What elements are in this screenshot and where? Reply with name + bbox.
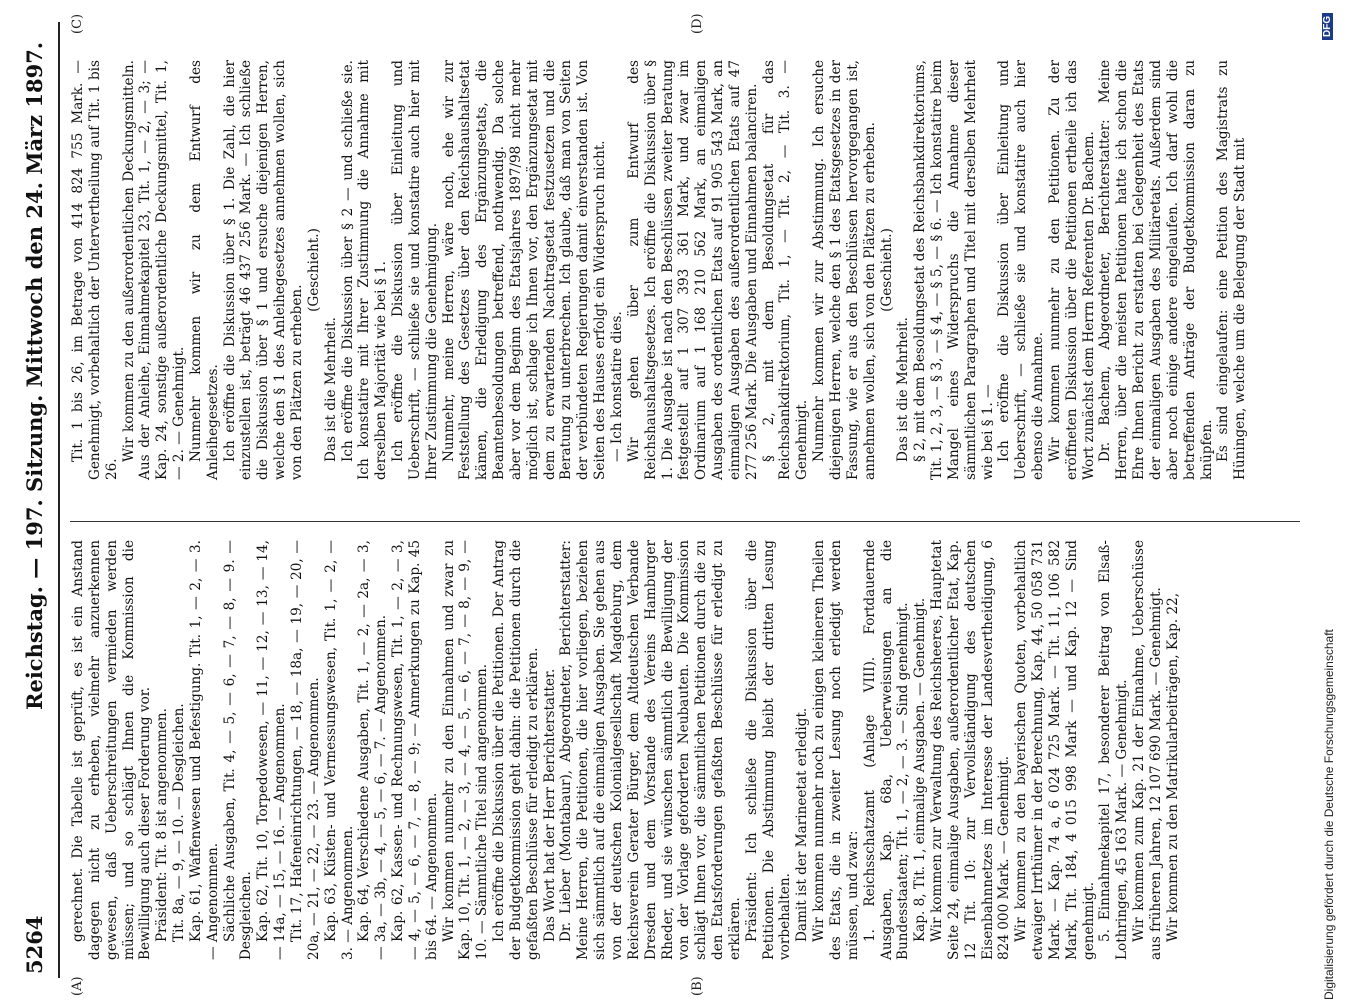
margin-mark-a: (A) — [70, 976, 85, 996]
paragraph: Tit. 1 bis 26, im Betrage von 414 824 755 Mark. — Genehmigt, vorbehaltlich der Untervertheilung auf Tit. 1 bis 26. — [70, 60, 120, 480]
paragraph: Kap. 8, Tit. 1, einmalige Ausgaben. — Genehmigt. — [912, 597, 929, 942]
margin-mark-d: (D) — [690, 13, 705, 34]
paragraph: 5. Einnahmekapitel 17, besonderer Beitrag von Elsaß-Lothringen, 45 163 Mark. — Genehmigt. — [1097, 540, 1131, 960]
paragraph: Ich eröffne die Diskussion über § 2 — und schließe sie. Ich konstatire mit Ihrer Zustimmung die Annahme mit derselben Majorität wie bei § 1. — [339, 60, 390, 480]
paragraph: (Geschieht.) — [878, 228, 895, 312]
column-divider — [70, 521, 1300, 522]
paragraph: § 2, mit dem Besoldungsetat für das Reichsbankdirektorium, Tit. 1, — Tit. 2, — Tit. 3. — Genehmigt. — [760, 60, 811, 480]
paragraph: Ich eröffne die Diskussion über Einleitung und Ueberschrift, — schließe sie und konstatire auch hier mit Ihrer Zustimmung die Genehmigung. — [390, 60, 440, 480]
paragraph: Das ist die Mehrheit. — [322, 317, 339, 462]
paragraph: Nunmehr, meine Herren, wäre noch, ehe wir zur Feststellung des Gesetzes über den Reichshaushaltsetat kämen, die Erledigung des Ergänzungsetats, die Beamtenbesoldungen betreffend, nothwendig. Da solche aber vor dem Beginn des Etatsjahres 1897/98 nicht mehr möglich ist, schlage ich Ihnen vor, den Ergänzungsetat mit dem zu erwartenden Nachtragsetat festzusetzen und die Beratung zu unterbrechen. Ich glaube, daß man von Seiten der verbündeten Regierungen damit einverstanden ist. Von Seiten des Hauses erfolgt ein Widerspruch nicht. — [440, 60, 609, 480]
paragraph: Wir kommen zum Kap. 21 der Einnahme, Ueberschüsse aus früheren Jahren, 12 107 690 Mark. — Genehmigt. — [1131, 540, 1164, 960]
paragraph: Kap. 62, Tit. 10, Torpedowesen, — 11, — 12, — 13, — 14, — 14a, — 15, — 16. — Angenommen. — [255, 540, 289, 960]
paragraph: Wir kommen nunmehr noch zu einigen kleineren Theilen des Etats, die in zweiter Lesung noch erledigt werden müssen, und zwar: — [811, 540, 861, 960]
paragraph: (Geschieht.) — [305, 228, 322, 312]
paragraph: Ich eröffne die Diskussion über die Petitionen. Der Antrag der Budgetkommission geht dahin: die Petitionen durch die gefaßten Beschlüsse für erledigt zu erklären. — [491, 540, 541, 960]
paragraph: Wir kommen nunmehr zu den Einnahmen und zwar zu Kap. 10, Tit. 1, — 2, — 3, — 4, — 5, — 6, — 7, — 8, — 9, — 10. — Sämmtliche Titel sind angenommen. — [440, 540, 491, 960]
paragraph: Kap. 62, Kassen- und Rechnungswesen, Tit. 1, — 2, — 3, — 4, — 5, — 6, — 7, — 8, — 9; — Anmerkungen zu Kap. 45 bis 64. — Angenommen. — [390, 540, 440, 960]
paragraph: Damit ist der Marineetat erledigt. — [794, 707, 811, 942]
paragraph: — Ich konstatire dies. — [609, 311, 625, 462]
paragraph: Tit. 17, Hafeneinrichtungen, — 18, — 18a, — 19, — 20, — 20a, — 21, — 22, — 23. — Angenommen. — [288, 540, 322, 960]
paragraph: Das Wort hat der Herr Berichterstatter. — [541, 668, 558, 942]
paragraph: Tit. 8a, — 9, — 10. — Desgleichen. — [171, 703, 188, 942]
paragraph: gerechnet. Die Tabelle ist geprüft, es ist ein Anstand dagegen nicht zu erheben, vielmehr anzuerkennen gewesen, daß Ueberschreitungen vermieden werden müssen; und so schlägt Ihnen die Kommission die Bewilligung auch dieser Forderung vor. — [70, 540, 154, 960]
paragraph: Wir kommen zu den Matrikularbeiträgen, Kap. 22, — [1164, 592, 1181, 942]
margin-mark-c: (C) — [70, 13, 85, 34]
paragraph: § 2, mit dem Besoldungsetat des Reichsbankdirektoriums, Tit. 1, 2, 3, — § 3, — § 4, — § 5, — § 6. — Ich konstatire beim Mangel eines Widerspruchs die Annahme dieser sämmtlichen Paragraphen und Titel mit derselben Mehrheit wie bei § 1. — — [912, 60, 996, 480]
paragraph: Wir kommen zu den bayerischen Quoten, vorbehaltlich etwaiger Irrthümer in der Berechnung, Kap. 44, 50 058 731 Mark. — Kap. 74 a, 6 024 725 Mark. — Tit. 11, 106 582 Mark, Tit. 184, 4 015 998 Mark — und Kap. 12 — Sind genehmigt. — [1013, 540, 1097, 960]
header-rule — [58, 22, 60, 978]
paragraph: Ich eröffne die Diskussion über § 1. Die Zahl, die hier einzustellen ist, beträgt 46 437 256 Mark. — Ich schließe die Diskussion über § 1 und ersuche diejenigen Herren, welche den § 1 des Anleihegesetzes annehmen wollen, sich von den Plätzen zu erheben. — [221, 60, 305, 480]
paragraph: Nunmehr kommen wir zur Abstimmung. Ich ersuche diejenigen Herren, welche den § 1 des Etatsgesetzes in der Fassung, wie er aus den Beschlüssen hervorgegangen ist, annehmen wollen, sich von den Plätzen zu erheben. — [811, 60, 878, 480]
paragraph: Nunmehr kommen wir zu dem Entwurf des Anleihegesetzes. — [187, 60, 221, 480]
paragraph: Sächliche Ausgaben, Tit. 4, — 5, — 6, — 7, — 8, — 9. — Desgleichen. — [221, 540, 255, 960]
paragraph: Wir kommen zu den außerordentlichen Deckungsmitteln. Aus der Anleihe, Einnahmekapitel 23, Tit. 1, — 2, — 3; — Kap. 24, sonstige außerordentliche Deckungsmittel, Tit. 1, — 2. — Genehmigt. — [120, 60, 188, 480]
running-title: Reichstag. — 197. Sitzung. Mittwoch den 24. März 1897. — [22, 41, 47, 710]
paragraph: Kap. 64, Verschiedene Ausgaben, Tit. 1, — 2, — 2a, — 3, — 3a, — 3b, — 4, — 5, — 6, — 7. — Angenommen. — [356, 540, 390, 960]
paragraph: Präsident: Ich schließe die Diskussion über die Petitionen. Die Abstimmung bleibt der dritten Lesung vorbehalten. — [743, 540, 794, 960]
paragraph: 1. Reichsschatzamt (Anlage VIII). Fortdauernde Ausgaben, Kap. 68a, Ueberweisungen an die Bundesstaaten; Tit. 1, — 2, — 3. — Sind genehmigt. — [861, 540, 912, 960]
running-header — [18, 0, 52, 1000]
paragraph: Wir kommen zur Verwaltung des Reichsheeres, Hauptetat Seite 24, einmalige Ausgaben, außerordentlicher Etat, Kap. 12 Tit. 10: zur Vervollständigung des deutschen Eisenbahnnetzes im Interesse der Landesvertheidigung, 6 824 000 Mark. — Genehmigt. — [929, 540, 1013, 960]
paragraph: Kap. 61, Waffenwesen und Befestigung. Tit. 1, — 2, — 3. — Angenommen. — [187, 540, 221, 960]
margin-mark-b: (B) — [690, 976, 705, 996]
paragraph: Wir kommen nunmehr zu den Petitionen. Zu der eröffneten Diskussion über die Petitionen ertheile ich das Wort zunächst dem Herrn Referenten Dr. Bachem. — [1046, 60, 1097, 480]
paragraph: Das ist die Mehrheit. — [895, 317, 912, 462]
paragraph: Dr. Bachem, Abgeordneter, Berichterstatter: Meine Herren, über die meisten Petitionen hatte ich schon die Ehre Ihnen Bericht zu erstatten bei Gelegenheit des Etats der einmaligen Ausgaben des Militäretats. Außerdem sind aber noch einige andere eingelaufen. Ich darf wohl die betreffenden Anträge der Budgetkommission daran zu knüpfen. — [1097, 60, 1215, 480]
digitization-note: Digitalisierung gefördert durch die Deutsche Forschungsgemeinschaft — [1322, 629, 1336, 1000]
dfg-logo: DFG — [1322, 13, 1333, 40]
paragraph: Präsident: Tit. 8 ist angenommen. — [154, 708, 171, 942]
paragraph: Kap. 63, Küsten- und Vermessungswesen, Tit. 1, — 2, — 3. — Angenommen. — [322, 540, 356, 960]
left-column — [70, 540, 1182, 960]
paragraph: Es sind eingelaufen: eine Petition des Magistrats zu Hüningen, welche um die Belegung der Stadt mit — [1215, 60, 1249, 480]
paragraph: Dr. Lieber (Montabaur), Abgeordneter, Berichterstatter: Meine Herren, die Petitionen, die hier vorliegen, beziehen sich sämmtlich auf die einmaligen Ausgaben. Sie gehen aus von der deutschen Kolonialgesellschaft Magdeburg, dem Reichsverein Gerater Bürger, dem Altdeutschen Verbande Dresden und dem Vorstande des Vereins Hamburger Rheder, und sie wünschen sämmtlich die Bewilligung der von der Vorlage geforderten Neubauten. Die Kommission schlägt Ihnen vor, die sämmtlichen Petitionen durch die zu den Etatsforderungen gefaßten Beschlüsse für erledigt zu erklären. — [558, 540, 743, 960]
paragraph: Ich eröffne die Diskussion über Einleitung und Ueberschrift, — schließe sie und konstatire auch hier ebenso die Annahme. — [996, 60, 1047, 480]
page-number: 5264 — [22, 915, 47, 974]
paragraph: Wir gehen über zum Entwurf des Reichshaushaltsgesetzes. Ich eröffne die Diskussion über § 1. Die Ausgabe ist nach den Beschlüssen zweiter Beratung festgestellt auf 1 307 393 361 Mark, und zwar im Ordinarium auf 1 168 210 562 Mark, an einmaligen Ausgaben des ordentlichen Etats auf 91 905 543 Mark, an einmaligen Ausgaben des außerordentlichen Etats auf 47 277 256 Mark. Die Ausgaben und Einnahmen balanciren. — [625, 60, 760, 480]
right-column — [70, 60, 1249, 480]
